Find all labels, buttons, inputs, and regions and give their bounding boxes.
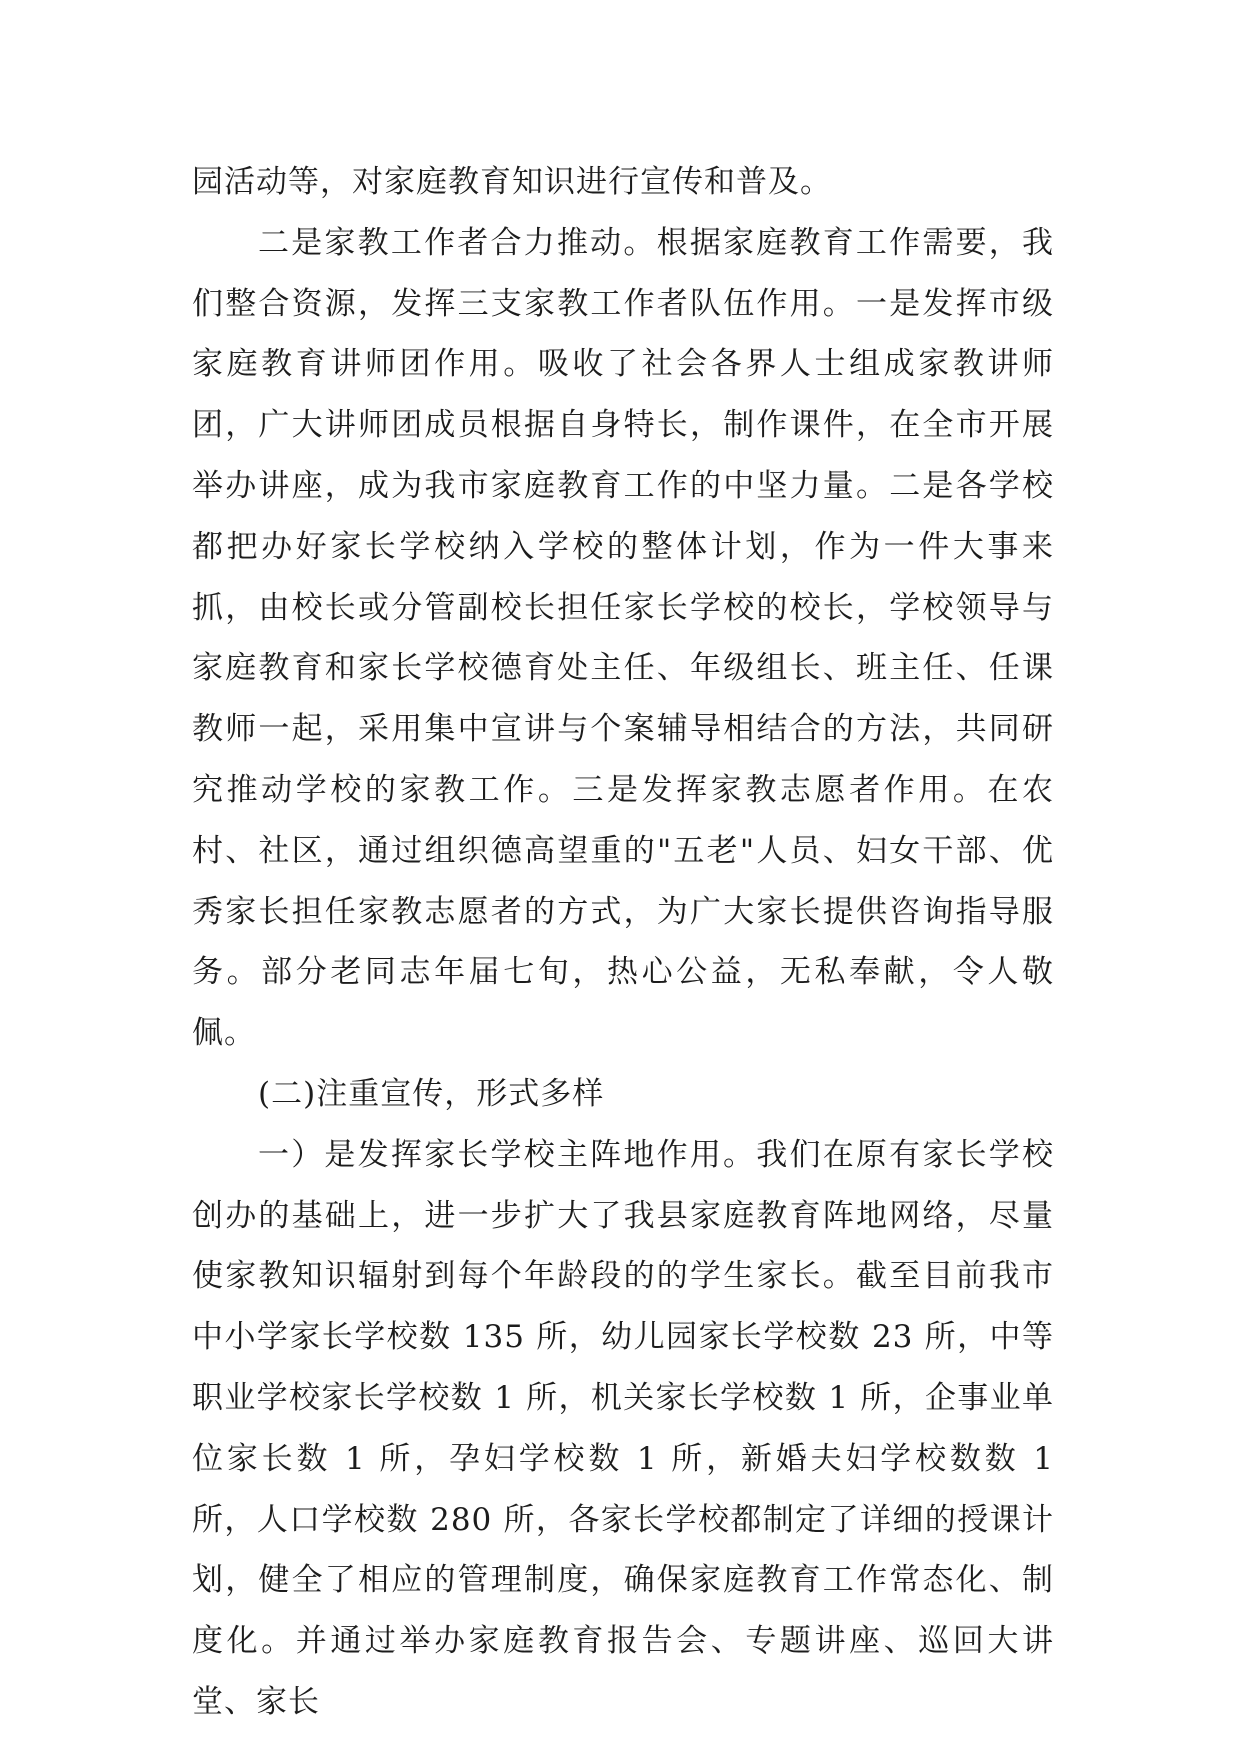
section-heading-publicity: (二)注重宣传，形式多样 <box>258 1075 605 1112</box>
paragraph-family-educators: 二是家教工作者合力推动。根据家庭教育工作需要，我们整合资源，发挥三支家教工作者队伍作用。一是发挥市级家庭教育讲师团作用。吸收了社会各界人士组成家教讲师团，广大讲师团成员根据自身特长，制作课件，在全市开展举办讲座，成为我市家庭教育工作的中坚力量。二是各学校都把办好家长学校纳入学校的整体计划，作为一件大事来抓，由校长或分管副校长担任家长学校的校长，学校领导与家庭教育和家长学校德育处主任、年级组长、班主任、任课教师一起，采用集中宣讲与个案辅导相结合的方法，共同研究推动学校的家教工作。三是发挥家教志愿者作用。在农村、社区，通过组织德高望重的"五老"人员、妇女干部、优秀家长担任家教志愿者的方式，为广大家长提供咨询指导服务。部分老同志年届七旬，热心公益，无私奉献，令人敬佩。 <box>192 224 1054 1052</box>
document-body <box>192 152 1054 1733</box>
paragraph-continuation: 园活动等，对家庭教育知识进行宣传和普及。 <box>192 164 832 200</box>
paragraph-parent-schools: 一）是发挥家长学校主阵地作用。我们在原有家长学校创办的基础上，进一步扩大了我县家庭教育阵地网络，尽量使家教知识辐射到每个年龄段的的学生家长。截至目前我市中小学家长学校数 135 所，幼儿园家长学校数 23 所，中等职业学校家长学校数 1 所，机关家长学校数 1 所，企事业单位家长数 1 所，孕妇学校数 1 所，新婚夫妇学校数数 1 所，人口学校数 280 所，各家长学校都制定了详细的授课计划，健全了相应的管理制度，确保家庭教育工作常态化、制度化。并通过举办家庭教育报告会、专题讲座、巡回大讲堂、家长 <box>192 1136 1054 1720</box>
